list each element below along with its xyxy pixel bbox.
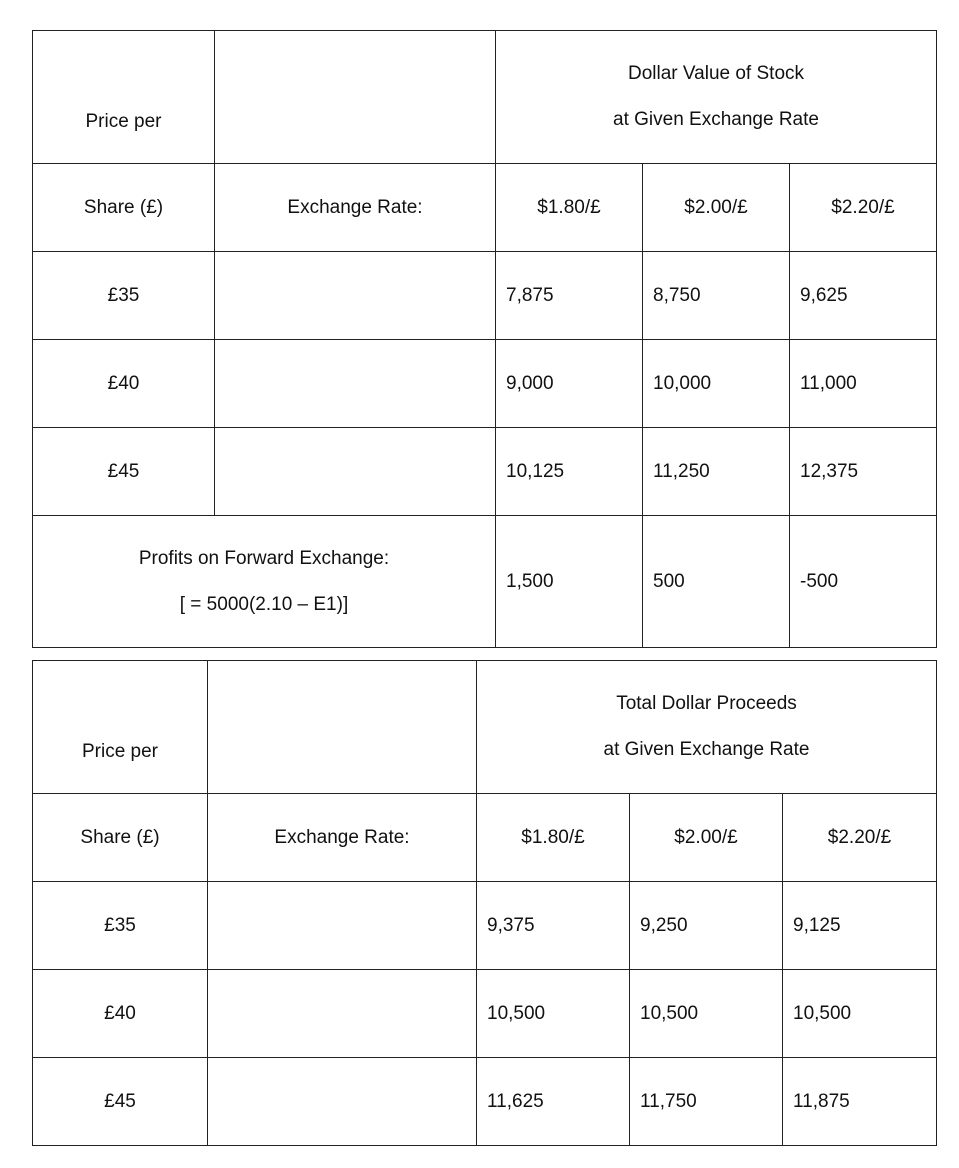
value-cell: 9,000	[496, 340, 643, 428]
value-cell: 10,500	[477, 970, 630, 1058]
profits-label-line1: Profits on Forward Exchange:	[138, 547, 390, 569]
value-cell: 11,250	[643, 428, 790, 516]
price-per-label: Price per	[33, 661, 208, 794]
value-cell: 8,750	[643, 252, 790, 340]
table-row	[33, 252, 937, 340]
price-cell: £35	[33, 882, 208, 970]
total-proceeds-table	[32, 660, 937, 1146]
blank-cell	[215, 428, 496, 516]
table-title	[496, 31, 937, 164]
price-cell: £40	[33, 970, 208, 1058]
profit-value: -500	[790, 516, 937, 648]
price-cell: £45	[33, 1058, 208, 1146]
exchange-rate-label: Exchange Rate:	[208, 794, 477, 882]
exchange-rate-label: Exchange Rate:	[215, 164, 496, 252]
price-per-label: Price per	[33, 31, 215, 164]
table-row	[33, 1058, 937, 1146]
profits-label-line2: [ = 5000(2.10 – E1)]	[179, 593, 349, 615]
table-title-line1: Total Dollar Proceeds	[616, 693, 797, 714]
value-cell: 12,375	[790, 428, 937, 516]
rate-header: $2.20/£	[783, 794, 937, 882]
table-row	[33, 882, 937, 970]
profit-value: 500	[643, 516, 790, 648]
profit-value: 1,500	[496, 516, 643, 648]
value-cell: 10,500	[783, 970, 937, 1058]
value-cell: 9,625	[790, 252, 937, 340]
profits-row	[33, 516, 937, 648]
blank-cell	[215, 252, 496, 340]
table-title-line1: Dollar Value of Stock	[628, 63, 805, 84]
blank-header-cell	[215, 31, 496, 164]
rate-header: $2.00/£	[630, 794, 783, 882]
value-cell: 11,875	[783, 1058, 937, 1146]
rate-header: $2.00/£	[643, 164, 790, 252]
value-cell: 10,000	[643, 340, 790, 428]
value-cell: 7,875	[496, 252, 643, 340]
share-label: Share (£)	[33, 794, 208, 882]
value-cell: 10,500	[630, 970, 783, 1058]
price-cell: £40	[33, 340, 215, 428]
blank-cell	[215, 340, 496, 428]
rate-header: $1.80/£	[496, 164, 643, 252]
table-title	[477, 661, 937, 794]
value-cell: 9,250	[630, 882, 783, 970]
value-cell: 11,750	[630, 1058, 783, 1146]
value-cell: 11,000	[790, 340, 937, 428]
blank-header-cell	[208, 661, 477, 794]
price-cell: £35	[33, 252, 215, 340]
profits-label	[33, 516, 496, 648]
table-row	[33, 340, 937, 428]
rate-header: $2.20/£	[790, 164, 937, 252]
value-cell: 9,375	[477, 882, 630, 970]
table-row	[33, 970, 937, 1058]
table-title-line2: at Given Exchange Rate	[613, 109, 819, 130]
blank-cell	[208, 882, 477, 970]
rate-header: $1.80/£	[477, 794, 630, 882]
table-row	[33, 428, 937, 516]
value-cell: 11,625	[477, 1058, 630, 1146]
share-label: Share (£)	[33, 164, 215, 252]
table-title-line2: at Given Exchange Rate	[603, 739, 810, 760]
value-cell: 10,125	[496, 428, 643, 516]
dollar-value-table	[32, 30, 937, 648]
value-cell: 9,125	[783, 882, 937, 970]
blank-cell	[208, 970, 477, 1058]
blank-cell	[208, 1058, 477, 1146]
price-cell: £45	[33, 428, 215, 516]
